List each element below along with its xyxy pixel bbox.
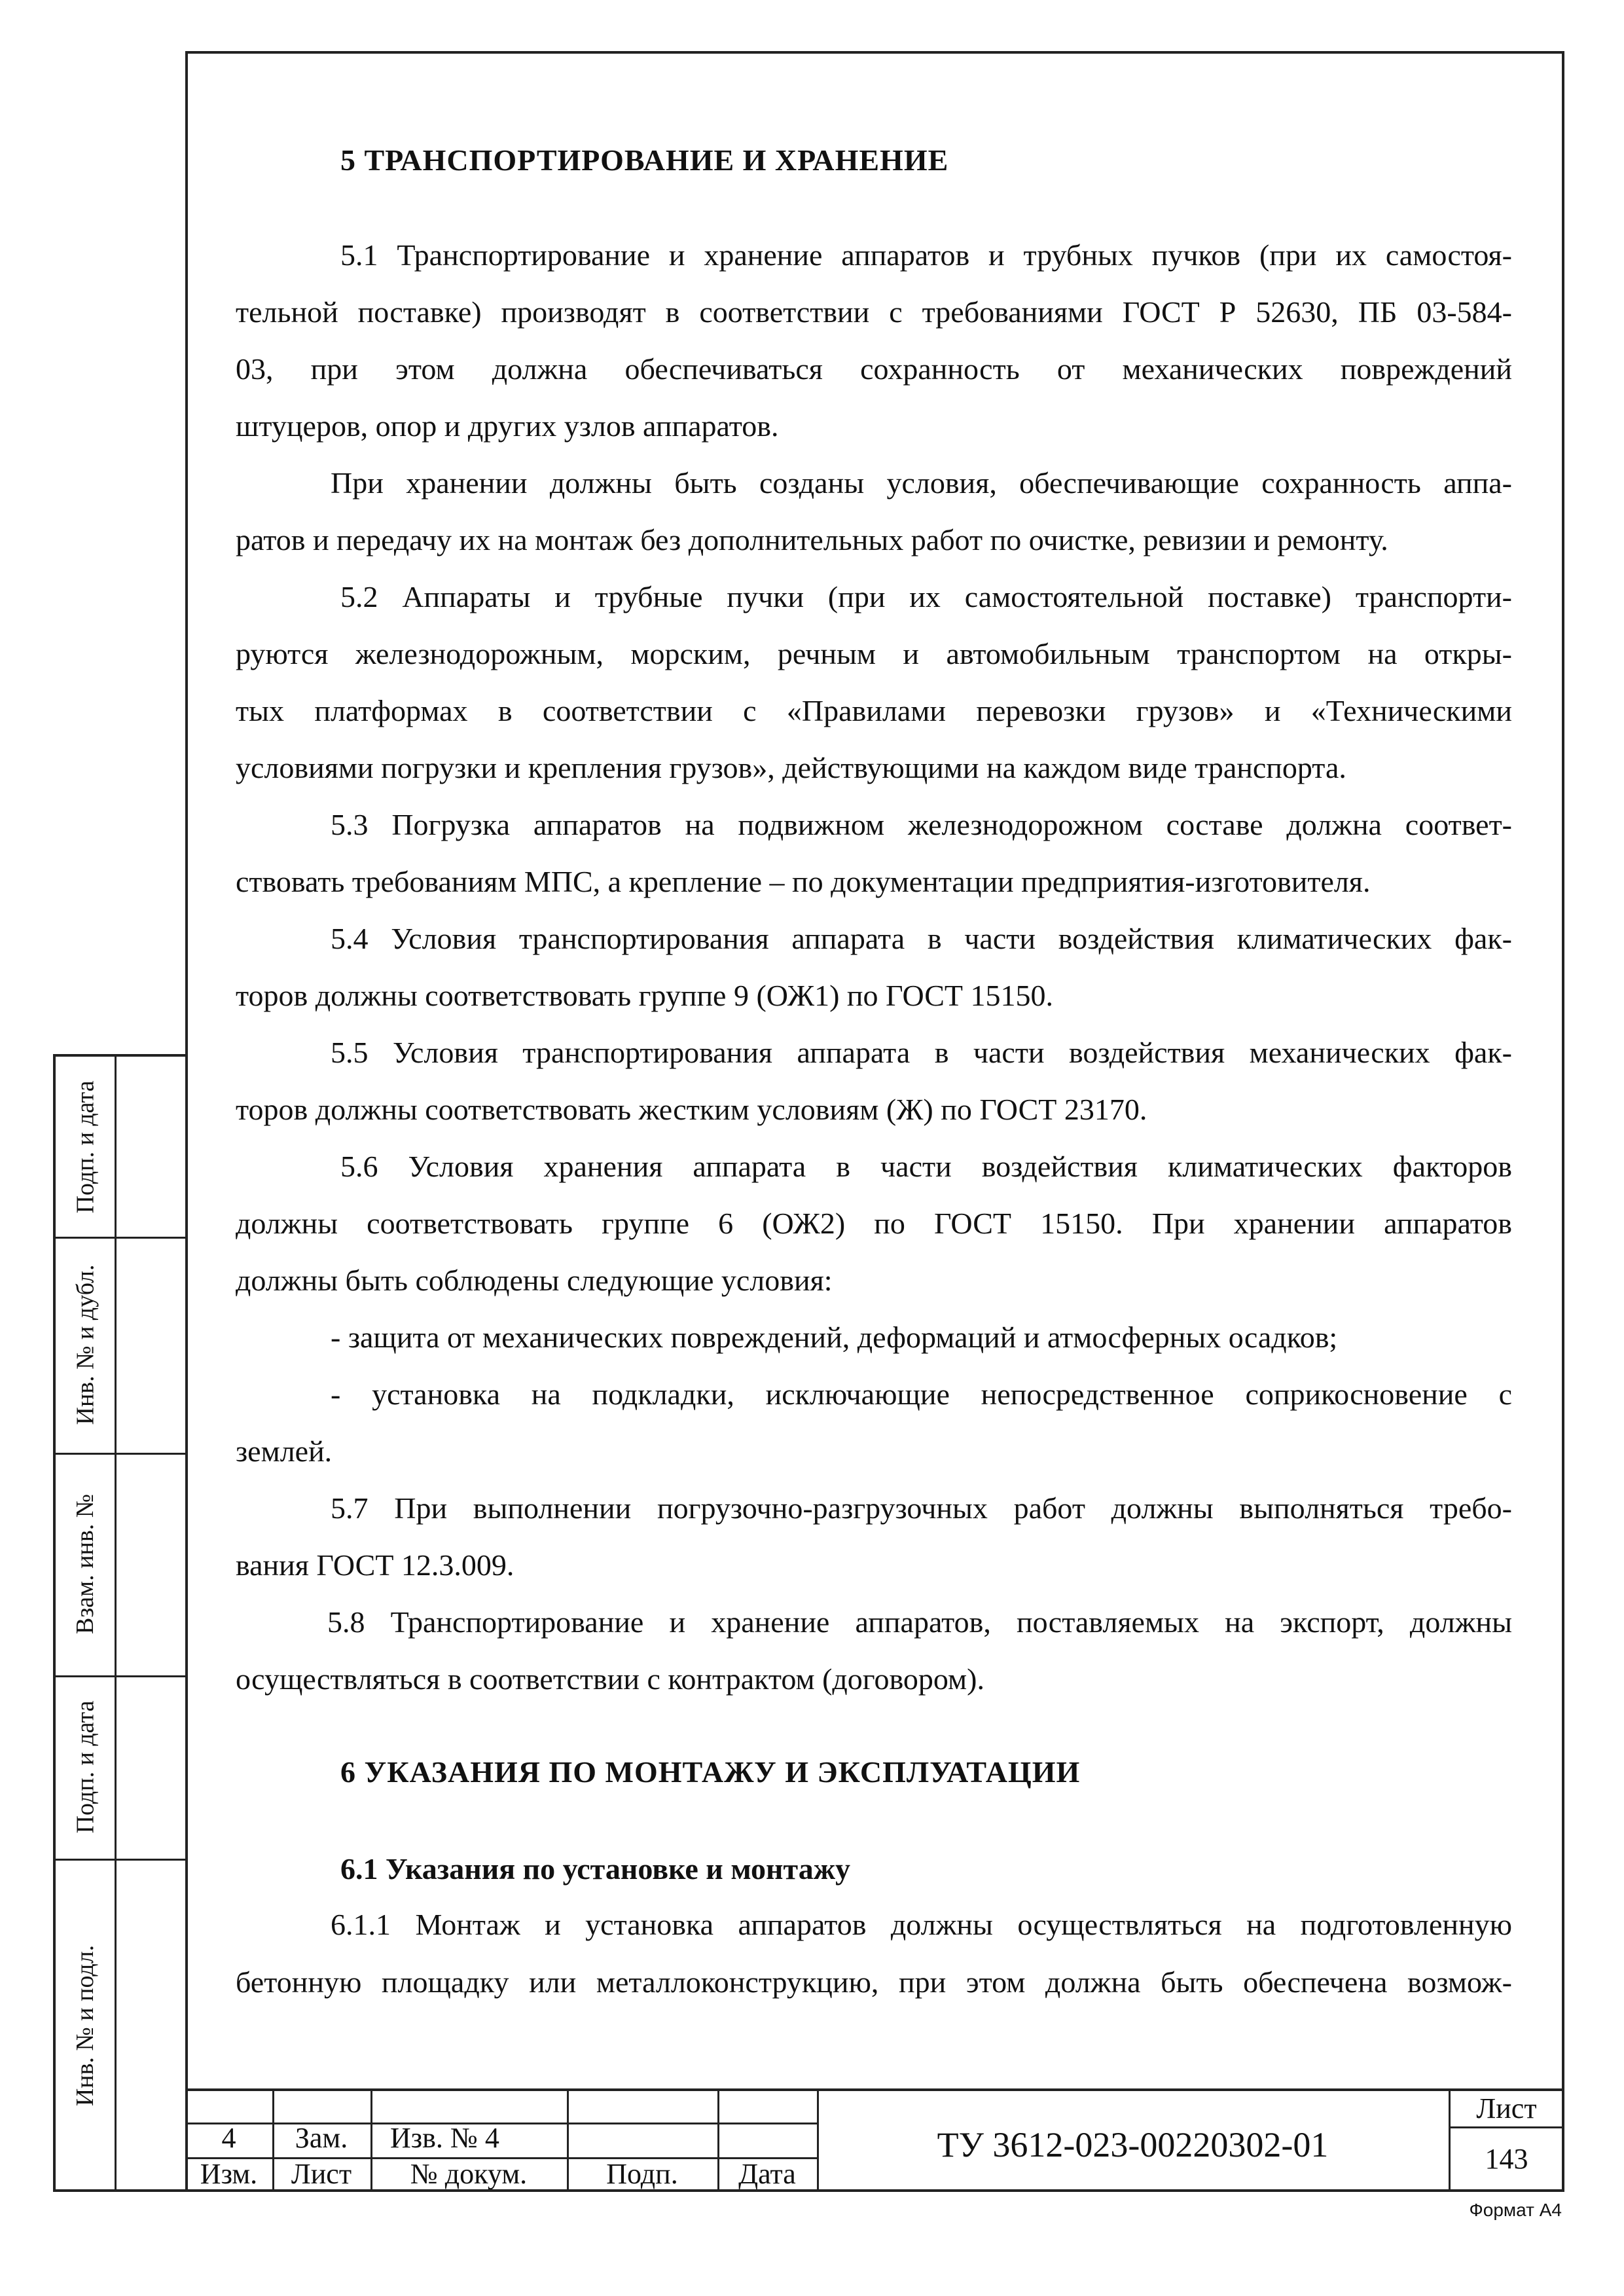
side-cell: Подп. и дата: [56, 1057, 115, 1239]
text-line: тых платформах в соответствии с «Правилами перевозки грузов» и «Техническими: [236, 694, 1512, 727]
text-line: 5.8 Транспортирование и хранение аппаратов, поставляемых на экспорт, должны: [327, 1605, 1512, 1639]
section-5-heading: 5 ТРАНСПОРТИРОВАНИЕ И ХРАНЕНИЕ: [340, 143, 949, 177]
text-line: осуществляться в соответствии с контрактом (договором).: [236, 1662, 984, 1696]
text-line: тельной поставке) производят в соответствии с требованиями ГОСТ Р 52630, ПБ 03-584-: [236, 295, 1512, 329]
side-cell: Инв. № и подл.: [71, 1944, 99, 2107]
section-6-1-subheading: 6.1 Указания по установке и монтажу: [340, 1852, 851, 1886]
text-line: 03, при этом должна обеспечиваться сохранность от механических повреждений: [236, 352, 1512, 386]
text-line: 5.5 Условия транспортирования аппарата в части воздействия механических фак-: [331, 1036, 1512, 1069]
title-block-border: [185, 2088, 1564, 2192]
text-line: 5.7 При выполнении погрузочно-разгрузочных работ должны выполняться требо-: [331, 1491, 1512, 1525]
sheet-label: Лист: [1476, 2092, 1537, 2124]
text-line: ствовать требованиям МПС, а крепление – по документации предприятия-изготовителя.: [236, 865, 1371, 898]
tb-header-list: Лист: [291, 2158, 352, 2190]
list-item: - защита от механических повреждений, деформаций и атмосферных осадков;: [331, 1321, 1338, 1354]
side-cell: Подп. и дата: [56, 1675, 115, 1861]
text-line: При хранении должны быть созданы условия, обеспечивающие сохранность аппа-: [331, 466, 1512, 500]
text-line: землей.: [236, 1434, 333, 1468]
text-line: вания ГОСТ 12.3.009.: [236, 1548, 514, 1582]
text-line: 5.3 Погрузка аппаратов на подвижном железнодорожном составе должна соответ-: [331, 808, 1512, 841]
text-line: 5.6 Условия хранения аппарата в части воздействия климатических факторов: [340, 1150, 1512, 1183]
text-line: должны соответствовать группе 6 (ОЖ2) по ГОСТ 15150. При хранении аппаратов: [236, 1207, 1512, 1240]
text-line: 6.1.1 Монтаж и установка аппаратов должны осуществляться на подготовленную: [331, 1908, 1512, 1941]
sheet-number: 143: [1485, 2143, 1528, 2175]
tb-header-doc: № докум.: [410, 2158, 528, 2190]
text-line: 5.2 Аппараты и трубные пучки (при их самостоятельной поставке) транспорти-: [340, 580, 1512, 613]
tb-value-doc: Изв. № 4: [390, 2122, 499, 2154]
section-6-heading: 6 УКАЗАНИЯ ПО МОНТАЖУ И ЭКСПЛУАТАЦИИ: [340, 1755, 1081, 1789]
text-line: должны быть соблюдены следующие условия:: [236, 1264, 833, 1297]
text-line: торов должны соответствовать жестким условиям (Ж) по ГОСТ 23170.: [236, 1093, 1147, 1126]
format-label: Формат А4: [1469, 2200, 1562, 2220]
text-line: 5.1 Транспортирование и хранение аппаратов и трубных пучков (при их самостоя-: [340, 238, 1512, 272]
tb-value-izm: 4: [221, 2122, 236, 2154]
text-line: ратов и передачу их на монтаж без дополнительных работ по очистке, ревизии и ремонту.: [236, 523, 1388, 556]
text-line: 5.4 Условия транспортирования аппарата в части воздействия климатических фак-: [331, 922, 1512, 955]
tb-value-list: Зам.: [295, 2122, 348, 2154]
text-line: руются железнодорожным, морским, речным и автомобильным транспортом на откры-: [236, 637, 1512, 670]
text-line: бетонную площадку или металлоконструкцию, при этом должна быть обеспечена возмож-: [236, 1965, 1512, 1999]
text-line: условиями погрузки и крепления грузов», действующими на каждом виде транспорта.: [236, 751, 1346, 784]
tb-header-izm: Изм.: [200, 2158, 258, 2190]
text-line: торов должны соответствовать группе 9 (ОЖ1) по ГОСТ 15150.: [236, 979, 1054, 1012]
tb-header-data: Дата: [738, 2158, 796, 2190]
side-cell: Взам. инв. №: [56, 1453, 115, 1677]
tb-header-podp: Подп.: [606, 2158, 678, 2190]
list-item: - установка на подкладки, исключающие непосредственное соприкосновение с: [331, 1377, 1512, 1411]
side-stamp: [53, 1054, 185, 2192]
side-cell: Инв. № и дубл.: [56, 1237, 115, 1455]
doc-code: ТУ 3612-023-00220302-01: [937, 2125, 1329, 2164]
text-line: штуцеров, опор и других узлов аппаратов.: [236, 409, 779, 443]
